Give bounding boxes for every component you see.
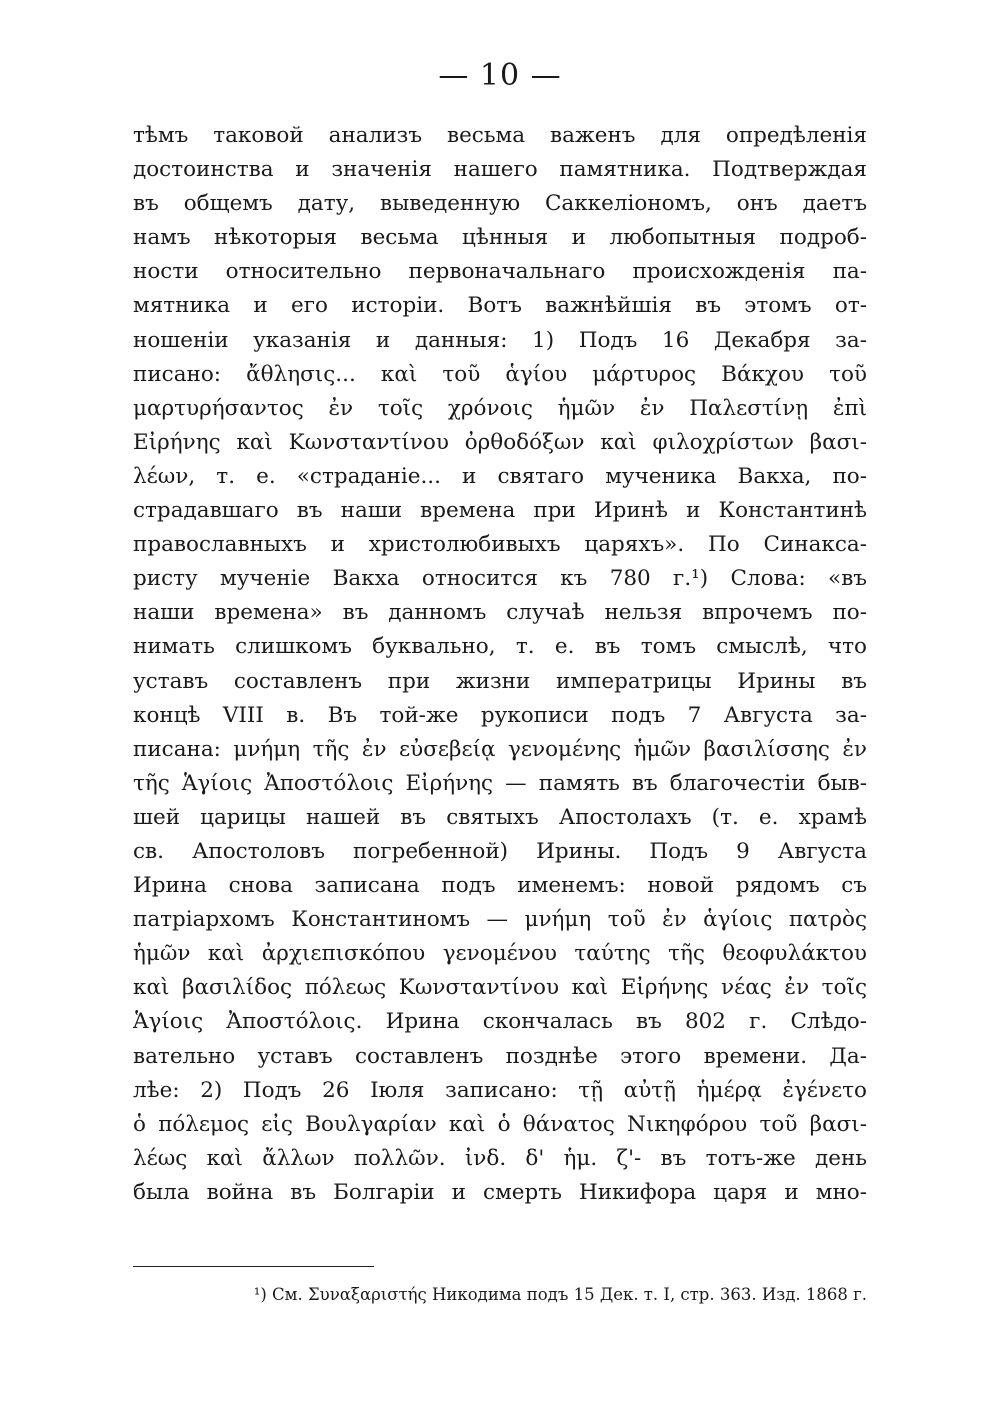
footnote: ¹) См. Συναξαριστής Никодима подъ 15 Дек. т. I, стр. 363. Изд. 1868 г.: [253, 1285, 867, 1304]
text-line: λέως καὶ ἄλλων πολλῶν. ἰνδ. δ' ἡμ. ζ'- въ тотъ-же день: [133, 1145, 867, 1171]
text-line: намъ нѣкоторыя весьма цѣнныя и любопытныя подроб-: [133, 225, 867, 251]
footnote-divider: [133, 1266, 374, 1267]
text-line: Ирина снова записана подъ именемъ: новой рядомъ съ: [133, 873, 867, 899]
text-line: ности относительно первоначальнаго происхожденія па-: [133, 259, 867, 285]
text-line: достоинства и значенія нашего памятника. Подтверждая: [133, 157, 867, 183]
text-line: православныхъ и христолюбивыхъ царяхъ». По Синакса-: [133, 532, 867, 558]
text-line: св. Апостоловъ погребенной) Ирины. Подъ 9 Августа: [133, 838, 867, 864]
body-text: [133, 119, 867, 1210]
text-line: въ общемъ дату, выведенную Саккеліономъ, онъ даетъ: [133, 191, 867, 217]
text-line: Εἰρήνης καὶ Κωνσταντίνου ὀρθοδόξων καὶ φιλοχρίστων βασι-: [133, 429, 867, 455]
text-line: ношеніи указанія и данныя: 1) Подъ 16 Декабря за-: [133, 327, 867, 353]
text-line: ἡμῶν καὶ ἀρχιεπισκόπου γενομένου ταύτης τῆς θεοφυλάκτου: [133, 941, 867, 967]
page-number: — 10 —: [438, 58, 562, 93]
text-line: нимать слишкомъ буквально, т. е. въ томъ смыслѣ, что: [133, 634, 867, 660]
text-line: ристу мученіе Вакха относится къ 780 г.¹) Слова: «въ: [133, 566, 867, 592]
text-line: уставъ составленъ при жизни императрицы Ирины въ: [133, 668, 867, 694]
text-line: вательно уставъ составленъ позднѣе этого времени. Да-: [133, 1043, 867, 1069]
text-line: шей царицы нашей въ святыхъ Апостолахъ (т. е. храмѣ: [133, 804, 867, 830]
text-line: λέων, т. е. «страданіе... и святаго мученика Вакха, по-: [133, 463, 867, 489]
text-line: патріархомъ Константиномъ — μνήμη τοῦ ἐν ἁγίοις πατρὸς: [133, 907, 867, 933]
text-line: тѣмъ таковой анализъ весьма важенъ для опредѣленія: [133, 123, 867, 148]
text-line: ὁ πόλεμος εἰς Βουλγαρίαν καὶ ὁ θάνατος Νικηφόρου τοῦ βασι-: [133, 1111, 867, 1137]
text-line: лѣе: 2) Подъ 26 Іюля записано: τῇ αὐτῇ ἡμέρᾳ ἐγένετο: [133, 1077, 867, 1103]
text-line: καὶ βασιλίδος πόλεως Κωνσταντίνου καὶ Εἰρήνης νέας ἐν τοῖς: [133, 975, 867, 1001]
text-line: была война въ Болгаріи и смерть Никифора царя и мно-: [133, 1179, 867, 1205]
text-line: писано: ἄθλησις... καὶ τοῦ ἁγίου μάρτυρος Βάκχου τοῦ: [133, 361, 867, 387]
text-line: наши времена» въ данномъ случаѣ нельзя впрочемъ по-: [133, 600, 867, 626]
text-line: писана: μνήμη τῆς ἐν εὐσεβείᾳ γενομένης ἡμῶν βασιλίσσης ἐν: [133, 736, 867, 762]
text-line: Ἁγίοις Ἀποστόλοις. Ирина скончалась въ 802 г. Слѣдо-: [133, 1009, 867, 1035]
text-line: μαρτυρήσαντος ἐν τοῖς χρόνοις ἡμῶν ἐν Παλεστίνῃ ἐπὶ: [133, 395, 867, 421]
text-line: концѣ VIII в. Въ той-же рукописи подъ 7 Августа за-: [133, 702, 867, 728]
text-line: τῆς Ἁγίοις Ἀποστόλοις Εἰρήνης — память въ благочестіи быв-: [133, 770, 867, 796]
text-line: страдавшаго въ наши времена при Иринѣ и Константинѣ: [133, 498, 867, 524]
text-line: мятника и его исторіи. Вотъ важнѣйшія въ этомъ от-: [133, 293, 867, 319]
